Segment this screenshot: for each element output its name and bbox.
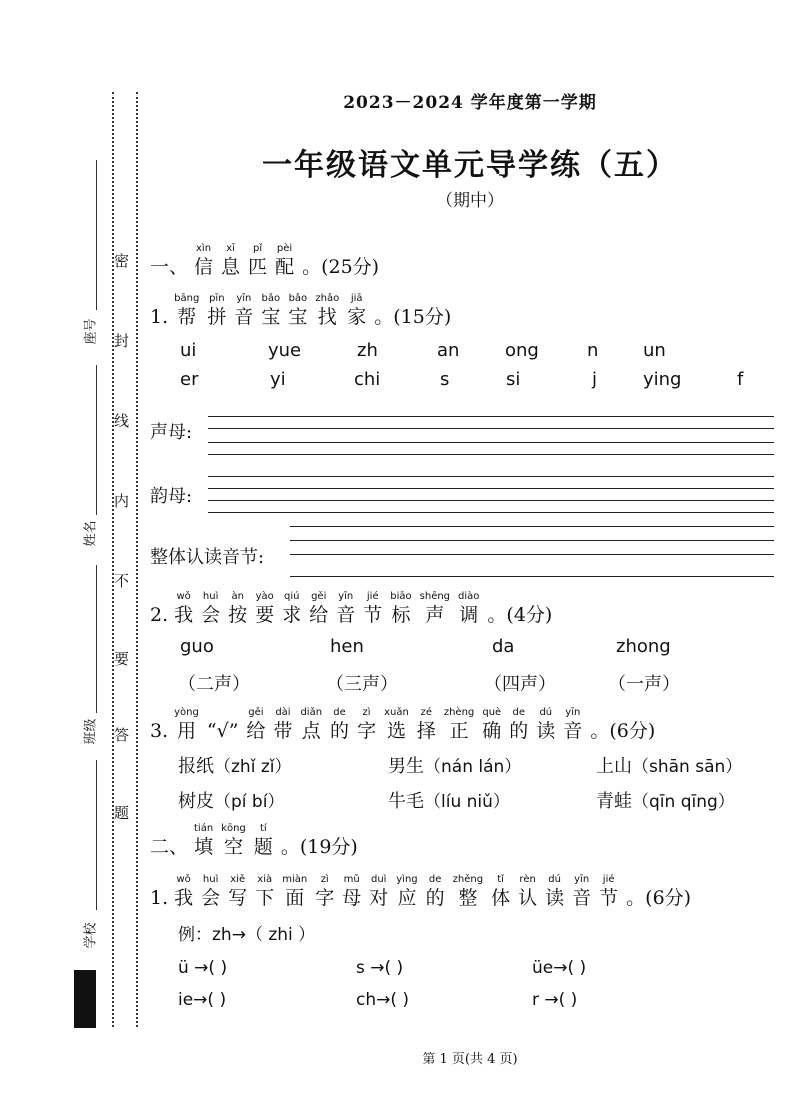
- hanzi: 家: [347, 306, 367, 328]
- pinyin-annotation: zì: [362, 707, 371, 718]
- pinyin-annotation: dài: [275, 707, 291, 718]
- term-line: 2023－2024 学年度第一学期: [343, 93, 597, 113]
- seal-char: 线: [114, 412, 130, 430]
- ruby-char: [300, 706, 322, 742]
- hanzi: 给: [309, 604, 329, 626]
- hanzi: 用: [177, 720, 197, 742]
- score-note: 。(6分): [626, 887, 692, 909]
- pinyin-annotation: jiā: [350, 293, 363, 304]
- seal-char: 封: [114, 332, 130, 350]
- field-school: 学校: [83, 922, 99, 949]
- score-note: 。(19分): [280, 836, 358, 858]
- ruby-char: [330, 706, 349, 742]
- pinyin-annotation: gěi: [311, 591, 327, 602]
- ruby-char: [255, 590, 274, 626]
- question-number: 1.: [150, 306, 169, 328]
- pinyin-annotation: yīn: [338, 591, 354, 602]
- label-yunmu: 韵母:: [150, 486, 193, 507]
- answer-line[interactable]: [290, 540, 774, 541]
- pinyin-annotation: gěi: [248, 707, 264, 718]
- answer-line[interactable]: [208, 476, 774, 477]
- pinyin-annotation: bǎo: [288, 293, 308, 304]
- field-class: 班级: [83, 718, 99, 745]
- ruby-char: [420, 590, 450, 626]
- pinyin-option: si: [506, 369, 521, 390]
- pinyin-annotation: mǔ: [343, 874, 360, 885]
- choice-options: （zhǐ zǐ）: [214, 757, 292, 777]
- field-class-line: [96, 565, 97, 713]
- choice-item[interactable]: [178, 787, 284, 813]
- pinyin-annotation: biāo: [390, 591, 412, 602]
- pinyin-option: an: [437, 340, 460, 361]
- pinyin-annotation: tí: [259, 823, 267, 834]
- hanzi: 的: [425, 887, 445, 909]
- hanzi: 正: [449, 720, 469, 742]
- ruby-char: [482, 706, 501, 742]
- syllable: zhong: [616, 636, 671, 657]
- hanzi: 我: [174, 887, 194, 909]
- seal-char: 题: [114, 804, 130, 822]
- answer-line[interactable]: [290, 526, 774, 527]
- example-line: 例：zh→（ zhi ）: [178, 925, 316, 945]
- field-name-line: [96, 365, 97, 515]
- binding-dashed-line: [112, 92, 114, 1027]
- hanzi: 会: [201, 887, 221, 909]
- tone-hint: （一声）: [608, 674, 680, 695]
- pinyin-annotation: diào: [458, 591, 480, 602]
- ruby-char: [417, 706, 436, 742]
- pinyin-option: un: [643, 340, 666, 361]
- seal-char: 要: [114, 650, 130, 668]
- hanzi: 配: [275, 256, 295, 278]
- ruby-char: [221, 242, 240, 278]
- pinyin-option: n: [587, 340, 599, 361]
- hanzi: 下: [255, 887, 275, 909]
- ruby-char: [563, 706, 582, 742]
- syllable: guo: [180, 636, 214, 657]
- pinyin-annotation: zhèng: [443, 707, 475, 718]
- hanzi: 节: [599, 887, 619, 909]
- hanzi: 的: [330, 720, 350, 742]
- page-subtitle: （期中）: [436, 191, 504, 211]
- ruby-char: [347, 292, 366, 328]
- ruby-char: [426, 873, 445, 909]
- answer-line[interactable]: [208, 500, 774, 501]
- ruby-char: [194, 822, 213, 858]
- hanzi: 应: [397, 887, 417, 909]
- hanzi: 拼: [207, 306, 227, 328]
- hanzi: 点: [301, 720, 321, 742]
- seal-char: 密: [114, 252, 130, 270]
- ruby-char: [255, 873, 274, 909]
- ruby-char: [254, 822, 273, 858]
- question-4-heading: [150, 873, 691, 909]
- hanzi: 择: [416, 720, 436, 742]
- pinyin-annotation: jié: [366, 591, 379, 602]
- hanzi: 帮: [177, 306, 197, 328]
- ruby-char: [207, 292, 226, 328]
- question-number: 一、: [150, 256, 189, 278]
- choice-item[interactable]: [388, 787, 510, 813]
- ruby-char: [273, 706, 292, 742]
- pinyin-annotation: dú: [548, 874, 561, 885]
- pinyin-annotation: zhěng: [452, 874, 484, 885]
- hanzi: 的: [509, 720, 529, 742]
- hanzi: 填: [194, 836, 214, 858]
- pinyin-annotation: zì: [320, 874, 329, 885]
- hanzi: 音: [336, 604, 356, 626]
- pinyin-annotation: pèi: [276, 243, 293, 254]
- blank-item[interactable]: s →( ): [356, 958, 404, 978]
- pinyin-annotation: dú: [539, 707, 553, 718]
- hanzi: 标: [391, 604, 411, 626]
- pinyin-annotation: tián: [194, 823, 214, 834]
- syllable: hen: [330, 636, 364, 657]
- hanzi: 匹: [248, 256, 268, 278]
- seal-char: 不: [114, 572, 130, 590]
- hanzi: 音: [572, 887, 592, 909]
- ruby-char: [309, 590, 328, 626]
- blank-item[interactable]: ch→( ): [356, 990, 410, 1010]
- ruby-char: [201, 873, 220, 909]
- tone-hint: （三声）: [326, 674, 398, 695]
- hanzi: 会: [201, 604, 221, 626]
- pinyin-annotation: de: [428, 874, 442, 885]
- pinyin-annotation: xiě: [230, 874, 246, 885]
- tone-hint: （四声）: [484, 674, 556, 695]
- pinyin-annotation: yòng: [174, 707, 199, 718]
- hanzi: 对: [369, 887, 389, 909]
- pinyin-annotation: huì: [202, 591, 219, 602]
- section-2-heading: [150, 822, 358, 858]
- answer-line[interactable]: [208, 428, 774, 429]
- pinyin-annotation: huì: [202, 874, 219, 885]
- ruby-char: [174, 873, 193, 909]
- label-shengmu: 声母:: [150, 422, 193, 443]
- hanzi: 音: [563, 720, 583, 742]
- scan-mark: [74, 970, 96, 1028]
- answer-line[interactable]: [208, 442, 774, 443]
- choice-options: （qīn qīng）: [632, 792, 735, 812]
- ruby-char: [282, 590, 301, 626]
- field-name: 姓名: [83, 520, 99, 547]
- pinyin-annotation: kōng: [221, 823, 246, 834]
- hanzi: 息: [221, 256, 241, 278]
- ruby-char: [248, 242, 267, 278]
- hanzi: 写: [228, 887, 248, 909]
- question-number: 1.: [150, 887, 169, 909]
- pinyin-option: ong: [505, 340, 539, 361]
- pinyin-annotation: rèn: [519, 874, 536, 885]
- ruby-char: [342, 873, 361, 909]
- binding-dashed-line-inner: [136, 92, 138, 1027]
- ruby-char: [396, 873, 417, 909]
- choice-item[interactable]: [178, 752, 291, 778]
- pinyin-annotation: zé: [420, 707, 433, 718]
- hanzi: 宝: [261, 306, 281, 328]
- choice-word: 男生: [388, 756, 424, 777]
- field-school-line: [96, 760, 97, 910]
- hanzi: 我: [174, 604, 194, 626]
- pinyin-annotation: zhǎo: [315, 293, 340, 304]
- hanzi: 要: [255, 604, 275, 626]
- ruby-char: [201, 590, 220, 626]
- choice-word: 青蛙: [596, 791, 632, 812]
- ruby-char: [282, 873, 307, 909]
- blank-item[interactable]: ie→( ): [178, 990, 227, 1010]
- choice-word: 上山: [596, 756, 632, 777]
- pinyin-annotation: xìn: [196, 243, 212, 254]
- score-note: 。(25分): [302, 256, 380, 278]
- choice-options: （shān sān）: [632, 757, 743, 777]
- pinyin-annotation: yào: [255, 591, 274, 602]
- seal-char: 答: [114, 726, 130, 744]
- hanzi: 体: [491, 887, 511, 909]
- hanzi: 读: [536, 720, 556, 742]
- ruby-char: [545, 873, 564, 909]
- ruby-char: [207, 706, 239, 742]
- choice-options: （pí bí）: [214, 792, 285, 812]
- pinyin-option: ying: [643, 369, 682, 390]
- pinyin-annotation: miàn: [282, 874, 308, 885]
- pinyin-annotation: pǐ: [252, 243, 263, 254]
- pinyin-annotation: yìng: [396, 874, 418, 885]
- label-zhengti: 整体认读音节:: [150, 547, 265, 568]
- answer-line[interactable]: [208, 488, 774, 489]
- ruby-char: [572, 873, 591, 909]
- ruby-char: [491, 873, 510, 909]
- tone-hint: （二声）: [178, 674, 250, 695]
- pinyin-annotation: wǒ: [176, 874, 191, 885]
- pinyin-option: er: [180, 369, 199, 390]
- answer-line[interactable]: [290, 554, 774, 555]
- ruby-char: [315, 873, 334, 909]
- pinyin-annotation: shēng: [419, 591, 451, 602]
- syllable: da: [492, 636, 515, 657]
- answer-line[interactable]: [208, 512, 774, 513]
- choice-options: （líu niǔ）: [424, 792, 510, 812]
- ruby-char: [288, 292, 307, 328]
- hanzi: 母: [342, 887, 362, 909]
- hanzi: 面: [285, 887, 305, 909]
- page-footer: 第 1 页(共 4 页): [422, 1052, 518, 1067]
- ruby-char: [509, 706, 528, 742]
- ruby-char: [599, 873, 618, 909]
- choice-item[interactable]: [388, 752, 521, 778]
- hanzi: 求: [282, 604, 302, 626]
- pinyin-annotation: yīn: [236, 293, 252, 304]
- ruby-char: [261, 292, 280, 328]
- choice-word: 牛毛: [388, 791, 424, 812]
- page-title: 一年级语文单元导学练（五）: [262, 148, 678, 183]
- hanzi: 音: [234, 306, 254, 328]
- choice-word: 树皮: [178, 791, 214, 812]
- pinyin-annotation: qiú: [283, 591, 300, 602]
- ruby-char: [228, 590, 247, 626]
- choice-item[interactable]: [596, 752, 742, 778]
- pinyin-annotation: diǎn: [300, 707, 323, 718]
- ruby-char: [234, 292, 253, 328]
- field-seat-number: 座号: [83, 318, 99, 345]
- ruby-char: [174, 706, 199, 742]
- hanzi: “√”: [206, 720, 239, 742]
- hanzi: 按: [228, 604, 248, 626]
- question-number: 二、: [150, 836, 189, 858]
- pinyin-annotation: tǐ: [497, 874, 504, 885]
- pinyin-annotation: yīn: [565, 707, 581, 718]
- score-note: 。(4分): [487, 604, 553, 626]
- ruby-char: [275, 242, 294, 278]
- question-1-heading: [150, 292, 451, 328]
- hanzi: 节: [363, 604, 383, 626]
- hanzi: 整: [458, 887, 478, 909]
- question-number: 2.: [150, 604, 169, 626]
- pinyin-option: j: [592, 369, 598, 390]
- pinyin-option: yi: [270, 369, 286, 390]
- pinyin-annotation: què: [482, 707, 502, 718]
- hanzi: 认: [518, 887, 538, 909]
- pinyin-annotation: àn: [231, 591, 244, 602]
- hanzi: 字: [357, 720, 377, 742]
- ruby-char: [336, 590, 355, 626]
- ruby-char: [315, 292, 339, 328]
- ruby-char: [174, 590, 193, 626]
- pinyin-annotation: pīn: [209, 293, 225, 304]
- pinyin-annotation: wǒ: [176, 591, 191, 602]
- pinyin-annotation: xià: [257, 874, 273, 885]
- choice-word: 报纸: [178, 756, 214, 777]
- ruby-char: [174, 292, 199, 328]
- pinyin-annotation: jié: [602, 874, 615, 885]
- hanzi: 选: [386, 720, 406, 742]
- hanzi: 读: [545, 887, 565, 909]
- pinyin-annotation: de: [333, 707, 346, 718]
- question-2-heading: [150, 590, 552, 626]
- hanzi: 调: [459, 604, 479, 626]
- pinyin-option: chi: [354, 369, 381, 390]
- blank-item[interactable]: r →( ): [532, 990, 578, 1010]
- ruby-char: [458, 590, 479, 626]
- pinyin-annotation: bāng: [174, 293, 200, 304]
- hanzi: 带: [273, 720, 293, 742]
- ruby-char: [357, 706, 376, 742]
- choice-options: （nán lán）: [424, 757, 522, 777]
- hanzi: 声: [425, 604, 445, 626]
- hanzi: 信: [194, 256, 214, 278]
- ruby-char: [363, 590, 382, 626]
- pinyin-option: s: [440, 369, 450, 390]
- ruby-char: [228, 873, 247, 909]
- pinyin-option: zh: [357, 340, 378, 361]
- pinyin-annotation: yīn: [574, 874, 590, 885]
- hanzi: 确: [482, 720, 502, 742]
- ruby-char: [444, 706, 474, 742]
- pinyin-annotation: xuǎn: [384, 707, 409, 718]
- ruby-char: [221, 822, 246, 858]
- ruby-char: [518, 873, 537, 909]
- ruby-char: [384, 706, 409, 742]
- score-note: 。(15分): [374, 306, 452, 328]
- ruby-char: [536, 706, 555, 742]
- question-number: 3.: [150, 720, 169, 742]
- ruby-char: [246, 706, 265, 742]
- answer-line[interactable]: [208, 416, 774, 417]
- question-3-heading: [150, 706, 655, 742]
- section-1-heading: [150, 242, 379, 278]
- hanzi: 空: [223, 836, 243, 858]
- pinyin-annotation: xī: [226, 243, 235, 254]
- pinyin-option: f: [737, 369, 744, 390]
- ruby-char: [194, 242, 213, 278]
- hanzi: 给: [246, 720, 266, 742]
- pinyin-annotation: bǎo: [261, 293, 281, 304]
- blank-item[interactable]: ü →( ): [178, 958, 228, 978]
- seal-char: 内: [114, 492, 130, 510]
- choice-item[interactable]: [596, 787, 735, 813]
- pinyin-option: yue: [268, 340, 302, 361]
- blank-item[interactable]: üe→( ): [532, 958, 587, 978]
- pinyin-annotation: de: [512, 707, 526, 718]
- hanzi: 题: [253, 836, 273, 858]
- ruby-char: [390, 590, 411, 626]
- hanzi: 字: [315, 887, 335, 909]
- answer-line[interactable]: [290, 576, 774, 577]
- ruby-char: [369, 873, 388, 909]
- ruby-char: [453, 873, 483, 909]
- hanzi: 宝: [288, 306, 308, 328]
- pinyin-option: ui: [180, 340, 197, 361]
- answer-line[interactable]: [208, 454, 774, 455]
- score-note: 。(6分): [590, 720, 656, 742]
- hanzi: 找: [317, 306, 337, 328]
- pinyin-annotation: duì: [371, 874, 387, 885]
